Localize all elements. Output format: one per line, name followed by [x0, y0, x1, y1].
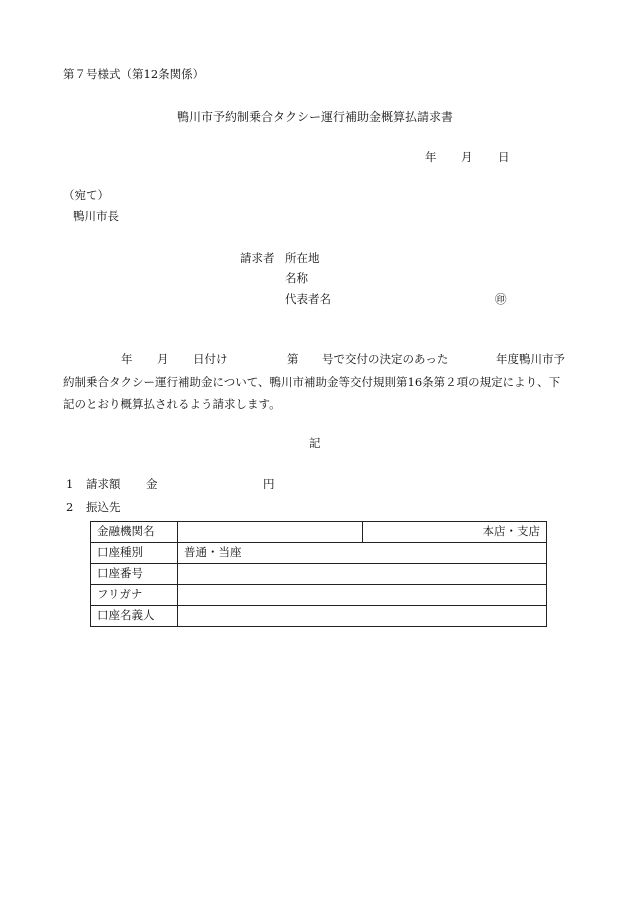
item-1-number: 1 — [66, 477, 74, 491]
item-2-label: 振込先 — [86, 500, 121, 514]
table-row — [91, 543, 547, 564]
body-month: 月 — [157, 352, 169, 366]
bank-name-label: 金融機関名 — [91, 522, 178, 543]
item-1-yen: 円 — [263, 477, 275, 491]
account-type-field[interactable]: 普通・当座 — [178, 543, 547, 564]
date-month: 月 — [461, 150, 473, 164]
date-year: 年 — [425, 150, 437, 164]
name-label: 名称 — [285, 271, 308, 285]
seal-mark: ㊞ — [495, 292, 507, 306]
document-title: 鴨川市予約制乗合タクシー運行補助金概算払請求書 — [176, 110, 453, 124]
body-day-dated: 日付け — [193, 352, 228, 366]
item-2-number: 2 — [66, 500, 74, 514]
bank-name-field[interactable] — [178, 522, 363, 543]
ki-heading: 記 — [309, 436, 321, 450]
furigana-field[interactable] — [178, 585, 547, 606]
body-go: 号で交付の決定のあった — [322, 352, 449, 366]
addressee-note: （宛て） — [63, 188, 109, 202]
table-row — [91, 606, 547, 627]
body-line-2: 約制乗合タクシー運行補助金について、鴨川市補助金等交付規則第16条第２項の規定により、下 — [63, 375, 561, 389]
account-holder-field[interactable] — [178, 606, 547, 627]
table-row — [91, 585, 547, 606]
applicant-label: 請求者 — [240, 251, 275, 265]
body-line-3: 記のとおり概算払されるよう請求します。 — [63, 397, 281, 411]
account-type-label: 口座種別 — [91, 543, 178, 564]
table-row — [91, 522, 547, 543]
account-number-label: 口座番号 — [91, 564, 178, 585]
bank-account-table — [90, 521, 547, 627]
body-year: 年 — [121, 352, 133, 366]
item-1-label: 請求額 — [86, 477, 121, 491]
body-fiscal: 年度鴨川市予 — [496, 352, 565, 366]
form-number: 第７号様式（第12条関係） — [63, 67, 205, 81]
table-row — [91, 564, 547, 585]
representative-label: 代表者名 — [285, 292, 331, 306]
item-1-kin: 金 — [146, 477, 158, 491]
date-day: 日 — [498, 150, 510, 164]
body-dai: 第 — [287, 352, 299, 366]
account-holder-label: 口座名義人 — [91, 606, 178, 627]
account-number-field[interactable] — [178, 564, 547, 585]
branch-field[interactable]: 本店・支店 — [363, 522, 547, 543]
addressee-name: 鴨川市長 — [73, 209, 119, 223]
address-label: 所在地 — [285, 251, 320, 265]
furigana-label: フリガナ — [91, 585, 178, 606]
